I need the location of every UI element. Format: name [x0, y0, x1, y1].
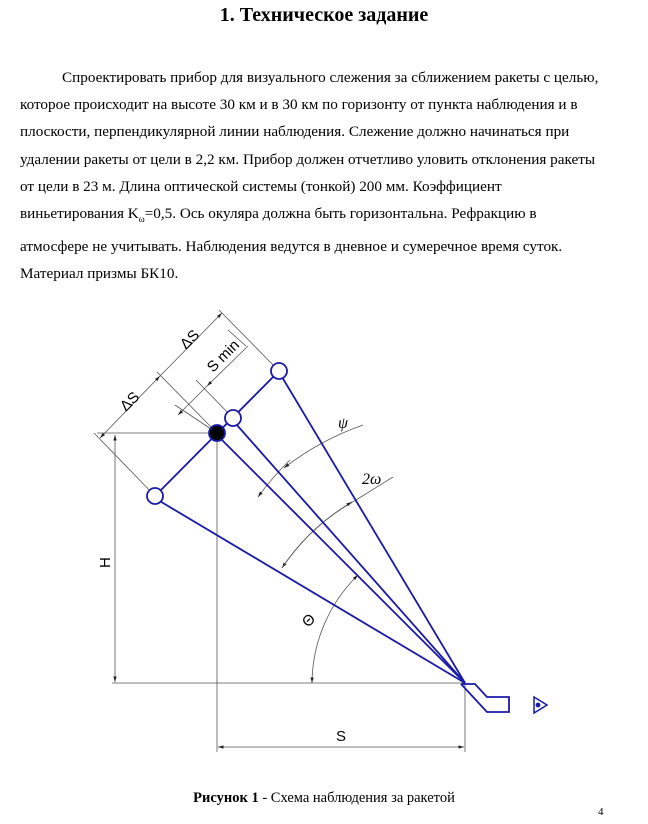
text: =0,5. Ось окуляра должна быть горизонтальна. Рефракцию в	[144, 205, 537, 223]
para-line: Спроектировать прибор для визуального слежения за сближением ракеты с целью,	[62, 69, 599, 86]
section-title: 1. Техническое задание	[219, 4, 429, 26]
sight-line-upper	[282, 377, 465, 683]
figure-caption	[0, 790, 648, 807]
rocket-position-circle	[147, 488, 163, 504]
s-min-label: S min	[203, 336, 243, 376]
s-label: S	[336, 728, 347, 745]
para-line: от цели в 23 м. Длина оптической системы (тонкой) 200 мм. Коэффициент	[20, 177, 502, 195]
para-line: плоскости, перпендикулярной линии наблюдения. Слежение должно начинаться при	[20, 123, 570, 141]
para-line: удалении ракеты от цели в 2,2 км. Прибор должен отчетливо уловить отклонения ракеты	[20, 150, 596, 168]
ext-line	[157, 372, 217, 433]
two-omega-label: 2ω	[362, 471, 382, 488]
rocket-position-circle	[271, 363, 287, 379]
para-line: атмосфере не учитывать. Наблюдения ведутся в дневное и сумеречное время суток.	[20, 238, 563, 256]
subscript: ω	[138, 214, 145, 225]
psi-label: ψ	[338, 415, 348, 432]
text: виньетирования K	[20, 205, 139, 223]
sight-line-near	[236, 424, 465, 683]
ext-line	[94, 433, 155, 496]
theta-arc	[312, 575, 358, 683]
sight-line-target	[220, 438, 465, 683]
delta-s-label: ΔS	[116, 388, 143, 415]
h-label: H	[97, 557, 114, 568]
rocket-position-circle	[225, 410, 241, 426]
page-number: 4	[598, 806, 604, 818]
s-min-dimension	[178, 386, 207, 415]
caption-number: Рисунок 1	[193, 790, 259, 806]
para-line: Материал призмы БК10.	[20, 265, 179, 283]
target-circle	[209, 425, 225, 441]
theta-label: Θ	[298, 610, 320, 631]
sight-line-lower	[158, 500, 465, 683]
caption-text: - Схема наблюдения за ракетой	[258, 790, 455, 806]
delta-s-label: ΔS	[176, 326, 203, 353]
prism-icon	[461, 684, 509, 712]
para-line: которое происходит на высоте 30 км и в 30 км по горизонту от пункта наблюдения и в	[20, 96, 578, 114]
eye-pupil-icon	[537, 704, 540, 707]
